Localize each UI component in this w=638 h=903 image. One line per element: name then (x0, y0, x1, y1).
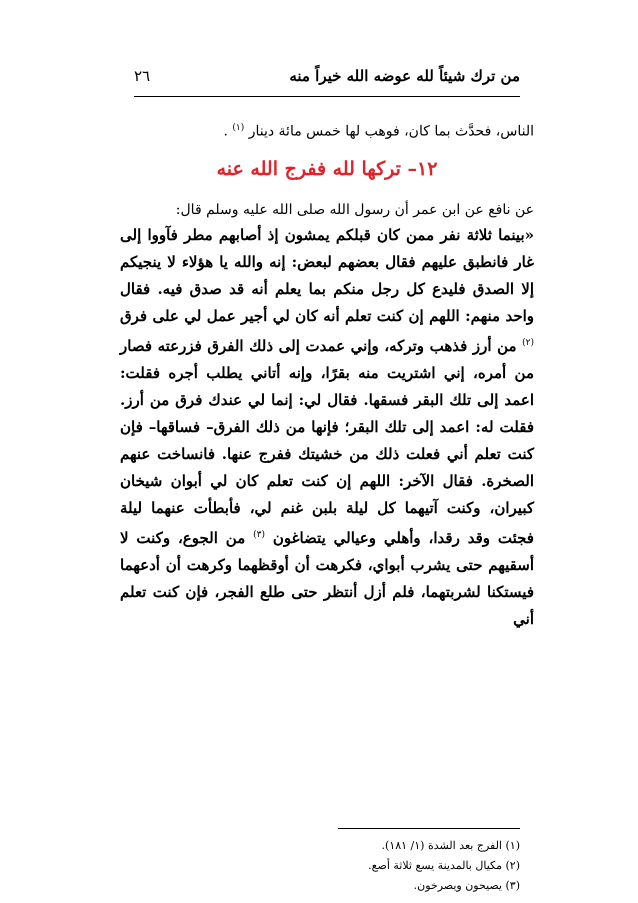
footnote-ref-1[interactable]: (١) (232, 123, 245, 133)
intro-end: . (223, 123, 228, 140)
header-divider (134, 96, 520, 97)
footnote-ref-2[interactable]: (٢) (522, 337, 534, 348)
page-number: ٢٦ (134, 67, 151, 85)
footnote-2: (٢) مكيال بالمدينة يسع ثلاثة أصع. (368, 859, 520, 872)
footnote-1: (١) الفرج بعد الشدة (١/ ١٨١). (381, 839, 520, 852)
hadith-text (120, 222, 534, 633)
narration-line: عن نافع عن ابن عمر أن رسول الله صلى الله عليه وسلم قال: (175, 201, 534, 218)
page-body (120, 116, 534, 633)
intro-paragraph (120, 116, 534, 144)
section-heading: ١٢– تركها لله ففرج الله عنه (216, 157, 438, 180)
footnote-divider (338, 828, 520, 829)
hadith-part-3: من الجوع، وكنت لا أسقيهم حتى يشرب أبواي، فكرهت أن أوقظهما وكرهت أن أدعهما فيستكنا لشربتهما، فلم أزل أنتظر حتى طلع الفجر، فإن كنت تعلم أني (120, 528, 534, 628)
header-title: من ترك شيئاً لله عوضه الله خيراً منه (289, 67, 520, 85)
footnote-3: (٣) يصيحون ويصرخون. (413, 879, 520, 892)
footnotes (120, 836, 520, 896)
hadith-part-2: من أرز فذهب وتركه، وإني عمدت إلى ذلك الفرق فزرعته فصار من أمره، إني اشتريت منه بقرًا، وإنه أتاني يطلب أجره فقلت: اعمد إلى تلك البقر فسقها. فقال لي: إنما لي عندك فرق من أرز. فقلت له: اعمد إلى تلك البقر؛ فإنها من ذلك الفرق– فساقها– فإن كنت تعلم أني فعلت ذلك من خشيتك ففرج عنها. فانساخت عنهم الصخرة. فقال الآخر: اللهم إن كنت تعلم كان لي أبوان شيخان كبيران، وكنت آتيهما كل ليلة بلبن غنم لي، فأبطأت عنهما ليلة فجئت وقد رقدا، وأهلي وعيالي يتضاغون (120, 336, 534, 547)
footnote-ref-3[interactable]: (٣) (253, 529, 265, 540)
intro-text: الناس، فحدَّث بما كان، فوهب لها خمس مائة دينار (248, 123, 534, 140)
hadith-part-1: «بينما ثلاثة نفر ممن كان قبلكم يمشون إذ أصابهم مطر فآووا إلى غار فانطبق عليهم فقال بعضهم لبعض: إنه والله يا هؤلاء لا ينجيكم إلا الصدق فليدع كل رجل منكم بما يعلم أنه قد صدق فيه. فقال واحد منهم: اللهم إن كنت تعلم أنه كان لي أجير عمل لي على فرق (120, 225, 534, 325)
running-header (134, 62, 520, 90)
